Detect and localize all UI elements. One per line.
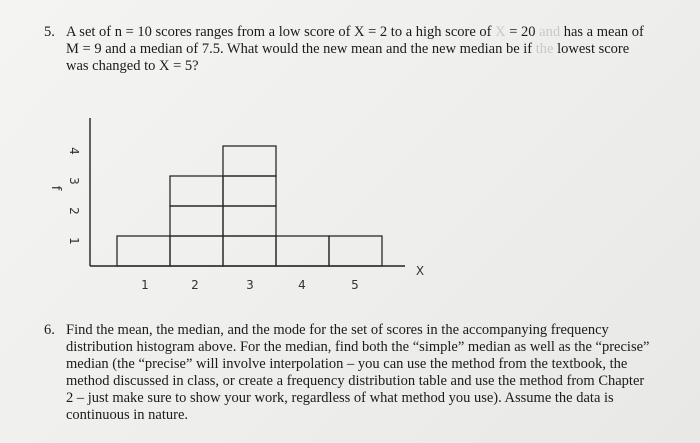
histogram-bars [117,146,382,266]
y-tick-label-1: 1 [67,237,81,245]
histogram-bar-3-unit-4 [223,146,276,176]
y-tick-label-4: 4 [67,147,81,155]
question-6-line-5: 2 – just make sure to show your work, regardless of what method you use). Assume the data is [66,390,614,406]
question-5-line-1-end: has a mean of [560,24,644,40]
question-6-number: 6. [44,322,55,338]
y-tick-label-3: 3 [67,177,81,185]
x-tick-label-3: 3 [246,278,254,292]
histogram-labels [48,147,424,292]
question-5-line-2-start: M = 9 and a median of 7.5. What would the new mean and the new median be if [66,41,536,57]
question-6-line-6: continuous in nature. [66,407,189,423]
histogram-axes [90,118,405,266]
question-5-faded-x: X [495,24,506,40]
x-axis-label: X [415,264,425,278]
question-6-line-2: distribution histogram above. For the median, find both the “simple” median as well as the “precise” [66,339,650,355]
x-tick-label-5: 5 [351,278,359,292]
question-6-line-3: median (the “precise” will involve interpolation – you can use the method from the textbook, the [66,356,628,372]
histogram-bar-2-unit-3 [170,176,223,206]
x-tick-label-1: 1 [141,278,149,292]
y-tick-label-2: 2 [67,207,81,215]
histogram-bar-3-unit-1 [223,236,276,266]
histogram-bar-2-unit-1 [170,236,223,266]
question-5-line-1-start: A set of n = 10 scores ranges from a low score of X = 2 to a high score of [66,24,496,40]
question-5-line-1-mid: = 20 [505,24,540,40]
question-5-faded-the: the [535,41,554,57]
histogram-bar-1-unit-1 [117,236,170,266]
histogram-bar-5-unit-1 [329,236,382,266]
x-tick-label-2: 2 [191,278,199,292]
question-5-line-3: was changed to X = 5? [66,58,199,74]
histogram-bar-3-unit-2 [223,206,276,236]
question-5-faded-and: and [539,24,561,40]
histogram-bar-3-unit-3 [223,176,276,206]
x-tick-label-4: 4 [298,278,306,292]
y-axis-label: f [48,185,63,191]
question-6 [44,322,684,432]
question-6-line-4: method discussed in class, or create a frequency distribution table and use the method from Chapter [66,373,645,389]
question-5-line-2-end: lowest score [553,41,630,57]
question-6-text [66,322,649,424]
histogram-bar-4-unit-1 [276,236,329,266]
question-6-line-1: Find the mean, the median, and the mode for the set of scores in the accompanying frequency [66,322,609,338]
histogram-bar-2-unit-2 [170,206,223,236]
question-5-number: 5. [44,24,55,40]
